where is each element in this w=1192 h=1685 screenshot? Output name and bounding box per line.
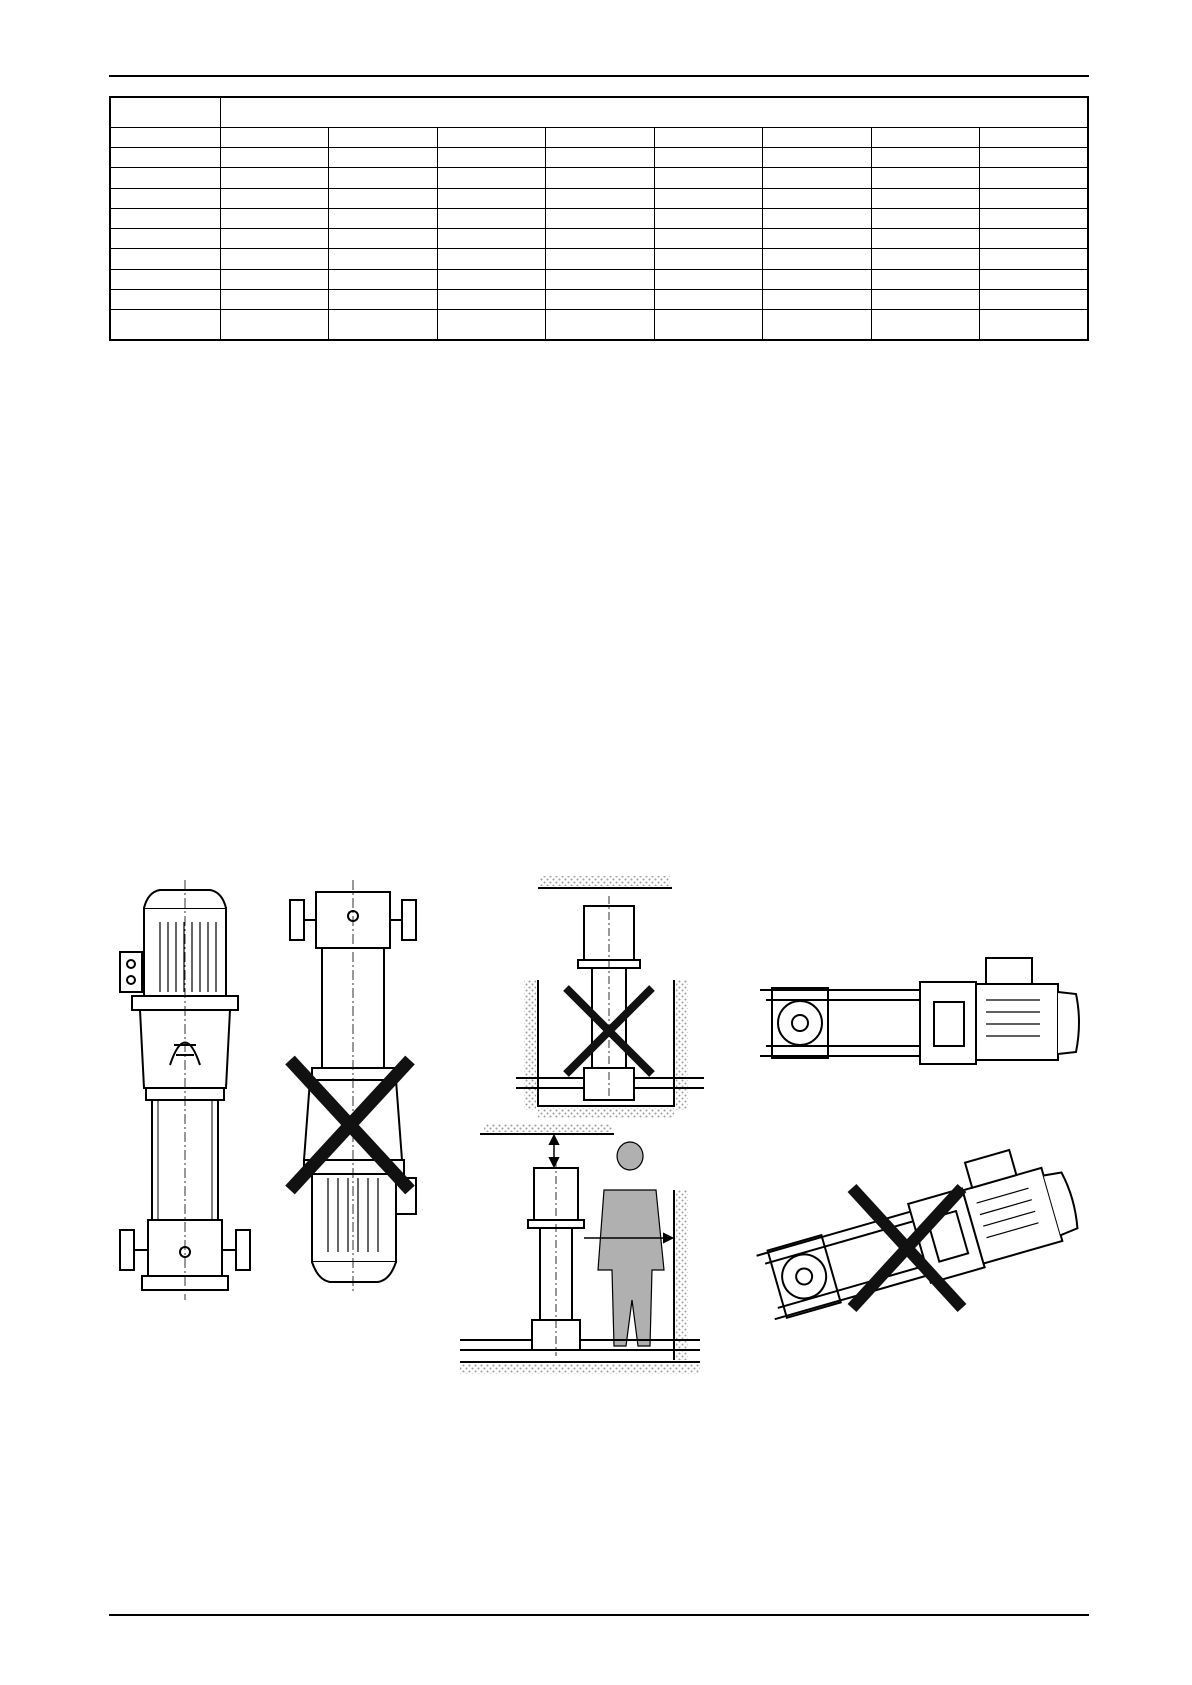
table-row [110, 168, 1088, 188]
table-cell [546, 188, 654, 208]
table-cell [654, 269, 762, 289]
table-cell [110, 188, 221, 208]
table-row [110, 229, 1088, 249]
table-cell [110, 229, 221, 249]
table-cell [871, 188, 979, 208]
table-cell [437, 168, 545, 188]
table-cell [110, 289, 221, 309]
table-cell [980, 127, 1088, 147]
table-cell [763, 229, 871, 249]
table-cell [437, 229, 545, 249]
table-cell [980, 208, 1088, 228]
table-cell [221, 127, 329, 147]
table-cell [329, 249, 437, 269]
table-cell [546, 310, 654, 340]
table-row [110, 249, 1088, 269]
table-cell [546, 229, 654, 249]
table-cell [437, 310, 545, 340]
table-row [110, 289, 1088, 309]
table-cell [763, 168, 871, 188]
table-cell [329, 188, 437, 208]
table-cell [980, 168, 1088, 188]
table-cell [763, 127, 871, 147]
table-cell [546, 208, 654, 228]
pump-with-clearance-figure [460, 1124, 700, 1374]
vertical-pump-upright-figure [120, 880, 250, 1300]
table-cell [763, 208, 871, 228]
installation-figures [0, 860, 1192, 1420]
table-cell [437, 208, 545, 228]
table-row [110, 148, 1088, 168]
table-cell [329, 289, 437, 309]
specification-table [109, 96, 1089, 341]
table-cell [329, 168, 437, 188]
table-cell [871, 148, 979, 168]
table-cell [221, 289, 329, 309]
table-cell [546, 148, 654, 168]
table-cell [329, 208, 437, 228]
table-cell [221, 229, 329, 249]
table-cell [871, 168, 979, 188]
table-cell [763, 289, 871, 309]
table-cell [654, 127, 762, 147]
table-cell [437, 127, 545, 147]
table-cell [437, 188, 545, 208]
table-cell [980, 249, 1088, 269]
table-cell [763, 310, 871, 340]
table-cell [980, 229, 1088, 249]
table-cell [654, 310, 762, 340]
table-cell [110, 208, 221, 228]
table-cell [546, 127, 654, 147]
table-cell [221, 148, 329, 168]
pump-horizontal-figure [760, 958, 1079, 1064]
table-cell [980, 188, 1088, 208]
table-cell [980, 310, 1088, 340]
table-cell [871, 127, 979, 147]
table-cell [221, 249, 329, 269]
table-cell [654, 249, 762, 269]
table-cell [110, 269, 221, 289]
table-cell [329, 229, 437, 249]
table-cell [437, 249, 545, 269]
table-cell [329, 269, 437, 289]
table-cell [546, 249, 654, 269]
table-cell [871, 310, 979, 340]
table-cell [871, 208, 979, 228]
table-cell [221, 168, 329, 188]
table-row [110, 269, 1088, 289]
table-cell [329, 310, 437, 340]
table-cell [871, 249, 979, 269]
table-cell [763, 188, 871, 208]
table-cell [654, 188, 762, 208]
table-cell [546, 269, 654, 289]
table-cell [763, 269, 871, 289]
table-cell [221, 269, 329, 289]
table-cell [110, 127, 221, 147]
footer-rule [109, 1614, 1089, 1616]
table-cell [546, 289, 654, 309]
table-row [110, 188, 1088, 208]
table-cell [654, 229, 762, 249]
table-cell [329, 127, 437, 147]
table-row [110, 127, 1088, 147]
table-cell [871, 289, 979, 309]
table-header-cell [221, 97, 1089, 127]
table-cell [329, 148, 437, 168]
table-cell [221, 310, 329, 340]
person-silhouette [598, 1142, 664, 1346]
table-cell [654, 148, 762, 168]
header-rule [109, 75, 1089, 77]
table-cell [980, 148, 1088, 168]
table-cell [437, 289, 545, 309]
table-cell [654, 168, 762, 188]
table-row [110, 310, 1088, 340]
table-cell [437, 269, 545, 289]
table-cell [980, 289, 1088, 309]
table-cell [763, 148, 871, 168]
table-cell [546, 168, 654, 188]
table-cell [437, 148, 545, 168]
table-cell [654, 208, 762, 228]
table-header-row [110, 97, 1088, 127]
table-cell [221, 188, 329, 208]
table-cell [221, 208, 329, 228]
table-cell [110, 148, 221, 168]
table-cell [110, 310, 221, 340]
table-cell [110, 168, 221, 188]
table-cell [654, 289, 762, 309]
table-row [110, 208, 1088, 228]
pump-in-pit-figure [516, 876, 704, 1118]
table-cell [871, 229, 979, 249]
table-cell [871, 269, 979, 289]
table-header-cell [110, 97, 221, 127]
table-cell [110, 249, 221, 269]
table-cell [980, 269, 1088, 289]
table-cell [763, 249, 871, 269]
